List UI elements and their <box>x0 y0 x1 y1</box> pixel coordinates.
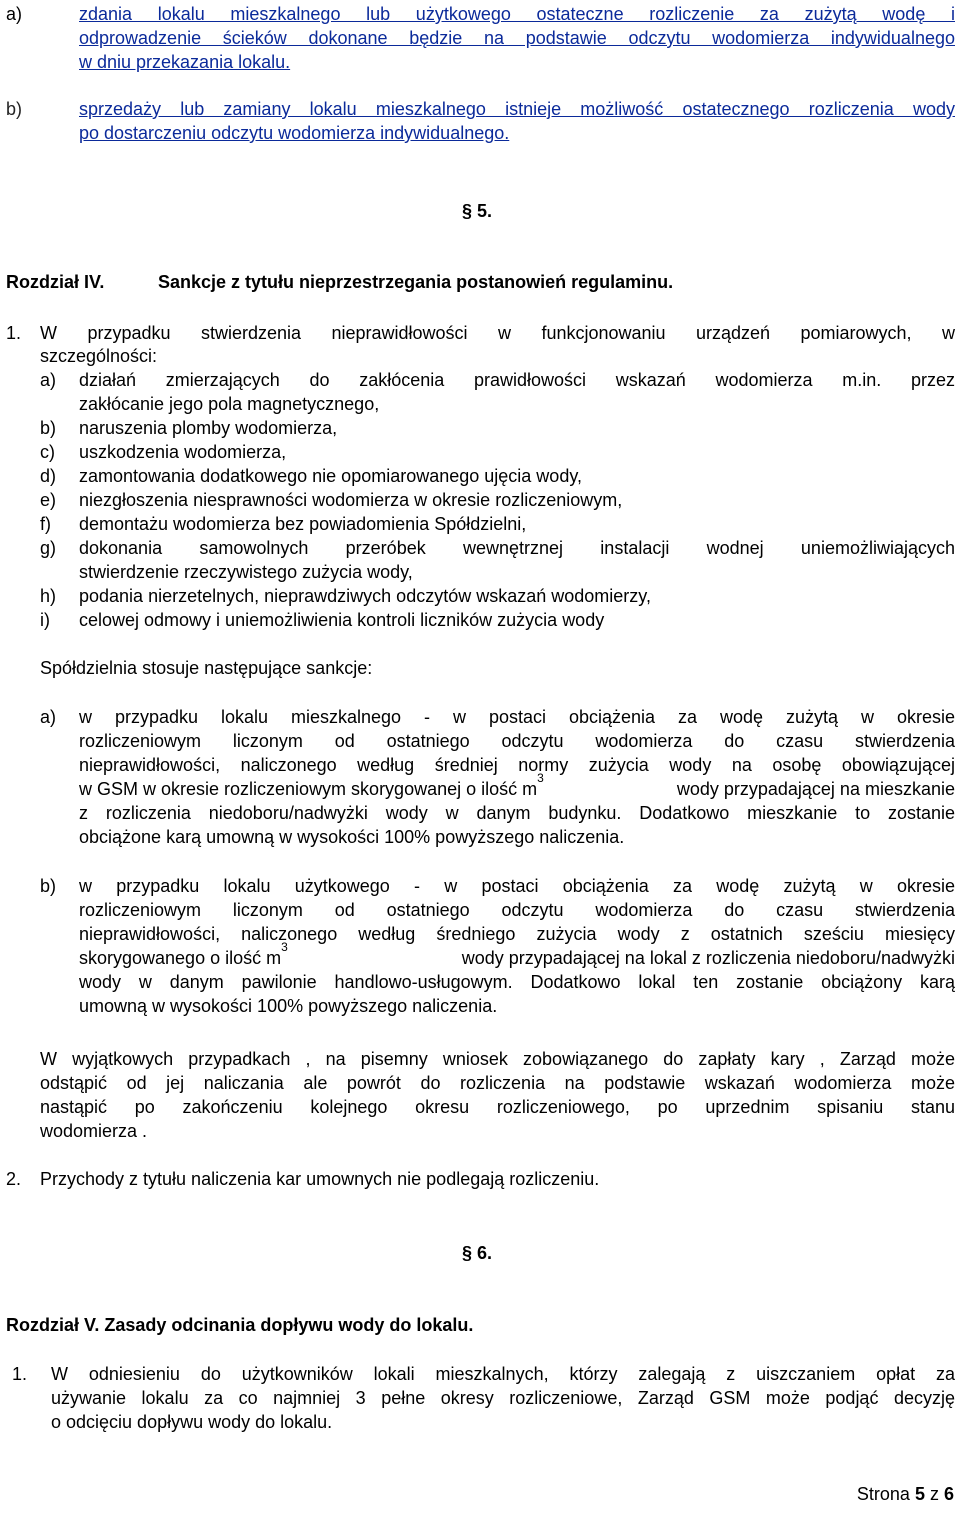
text-line: z rozliczenia niedoboru/nadwyżki wody w danym budynku. Dodatkowo mieszkanie to zostanie <box>79 803 955 823</box>
list-item: zakłócanie jego pola magnetycznego, <box>79 394 380 414</box>
list-label-b: b) <box>6 99 23 119</box>
list-item: naruszenia plomby wodomierza, <box>79 418 338 438</box>
text-fragment: w GSM w okresie rozliczeniowym skorygowanej o ilość m <box>79 779 538 799</box>
text-line: po dostarczeniu odczytu wodomierza indywidualnego. <box>79 123 510 143</box>
text-line: W przypadku stwierdzenia nieprawidłowości w funkcjonowaniu urządzeń pomiarowych, w <box>40 323 955 343</box>
page-of: z <box>929 1484 939 1504</box>
text-line: w przypadku lokalu mieszkalnego - w postaci obciążenia za wodę zużytą w okresie <box>79 707 955 727</box>
text-line: umowną w wysokości 100% powyższego naliczenia. <box>79 996 498 1016</box>
text-line <box>79 940 955 969</box>
list-label: b) <box>40 876 57 896</box>
list-label: b) <box>40 418 57 438</box>
chapter-label: Rozdział IV. <box>6 272 105 292</box>
text-fragment: wody przypadającej na mieszkanie <box>676 779 955 799</box>
list-item: celowej odmowy i uniemożliwienia kontroli liczników zużycia wody <box>79 610 605 630</box>
text-line: zdania lokalu mieszkalnego lub użytkowego ostateczne rozliczenie za zużytą wodę i <box>79 4 955 24</box>
chapter-title: Rozdział V. Zasady odcinania dopływu wody do lokalu. <box>6 1315 474 1335</box>
sanctions-intro: Spółdzielnia stosuje następujące sankcje: <box>40 658 373 678</box>
list-item: demontażu wodomierza bez powiadomienia Spółdzielni, <box>79 514 527 534</box>
section-number: § 5. <box>462 201 493 221</box>
chapter-title: Sankcje z tytułu nieprzestrzegania postanowień regulaminu. <box>158 272 674 292</box>
text-line <box>79 771 955 800</box>
section-number: § 6. <box>462 1243 493 1263</box>
text-fragment: skorygowanego o ilość m <box>79 948 282 968</box>
list-item: niezgłoszenia niesprawności wodomierza w okresie rozliczeniowym, <box>79 490 623 510</box>
text-line: sprzedaży lub zamiany lokalu mieszkalnego istnieje możliwość ostatecznego rozliczenia wody <box>79 99 955 119</box>
list-item: stwierdzenie rzeczywistego zużycia wody, <box>79 562 413 582</box>
text-line: rozliczeniowym liczonym od ostatniego odczytu wodomierza do czasu stwierdzenia <box>79 731 955 751</box>
list-label: i) <box>40 610 50 630</box>
list-label: c) <box>40 442 55 462</box>
superscript: 3 <box>537 771 544 785</box>
text-line: odprowadzenie ścieków dokonane będzie na podstawie odczytu wodomierza indywidualnego <box>79 28 955 48</box>
list-label: d) <box>40 466 57 486</box>
paragraph-number: 2. <box>6 1169 22 1189</box>
text-line: nieprawidłowości, naliczonego według średniej normy zużycia wody na osobę obowiązującej <box>79 755 955 775</box>
list-label: a) <box>40 707 57 727</box>
list-label-a: a) <box>6 4 23 24</box>
text-line: W odniesieniu do użytkowników lokali mieszkalnych, którzy zalegają z uiszczaniem opłat za <box>51 1364 955 1384</box>
list-item: uszkodzenia wodomierza, <box>79 442 287 462</box>
text-line: wody w danym pawilonie handlowo-usługowym. Dodatkowo lokal ten zostanie obciążony karą <box>79 972 955 992</box>
text-line: odstąpić od jej naliczania ale powrót do rozliczenia na podstawie wskazań wodomierza może <box>40 1073 955 1093</box>
text-line: rozliczeniowym liczonym od ostatniego odczytu wodomierza do czasu stwierdzenia <box>79 900 955 920</box>
page-total: 6 <box>943 1484 954 1504</box>
list-label: h) <box>40 586 57 606</box>
list-label: g) <box>40 538 57 558</box>
list-item: dokonania samowolnych przeróbek wewnętrznej instalacji wodnej uniemożliwiających <box>79 538 955 558</box>
superscript: 3 <box>281 940 288 954</box>
page-number: 5 <box>914 1484 925 1504</box>
text-line: nastąpić po zakończeniu kolejnego okresu rozliczeniowego, po uprzednim spisaniu stanu <box>40 1097 955 1117</box>
text-line: W wyjątkowych przypadkach , na pisemny wniosek zobowiązanego do zapłaty kary , Zarząd może <box>40 1049 955 1069</box>
text-line: nieprawidłowości, naliczonego według średniego zużycia wody z ostatnich sześciu miesięcy <box>79 924 955 944</box>
text-line: obciążone karą umowną w wysokości 100% powyższego naliczenia. <box>79 827 625 847</box>
list-item: podania nierzetelnych, nieprawdziwych odczytów wskazań wodomierzy, <box>79 586 651 606</box>
text-line: w dniu przekazania lokalu. <box>79 52 291 72</box>
text-line: używanie lokalu za co najmniej 3 pełne okresy rozliczeniowe, Zarząd GSM może podjąć decyzję <box>51 1388 955 1408</box>
list-label: e) <box>40 490 57 510</box>
text-line: Przychody z tytułu naliczenia kar umownych nie podlegają rozliczeniu. <box>40 1169 600 1189</box>
list-label: f) <box>40 514 51 534</box>
text-line: o odcięciu dopływu wody do lokalu. <box>51 1412 333 1432</box>
list-label: a) <box>40 370 57 390</box>
text-line: wodomierza . <box>40 1121 148 1141</box>
text-line: w przypadku lokalu użytkowego - w postaci obciążenia za wodę zużytą w okresie <box>79 876 955 896</box>
list-item: zamontowania dodatkowego nie opomiarowanego ujęcia wody, <box>79 466 582 486</box>
page-footer <box>857 1484 954 1505</box>
paragraph-number: 1. <box>12 1364 28 1384</box>
list-item: działań zmierzających do zakłócenia prawidłowości wskazań wodomierza m.in. przez <box>79 370 955 390</box>
text-line: szczególności: <box>40 346 158 366</box>
page-label: Strona <box>856 1484 910 1504</box>
text-fragment: wody przypadającej na lokal z rozliczenia niedoboru/nadwyżki <box>461 948 955 968</box>
paragraph-number: 1. <box>6 323 22 343</box>
